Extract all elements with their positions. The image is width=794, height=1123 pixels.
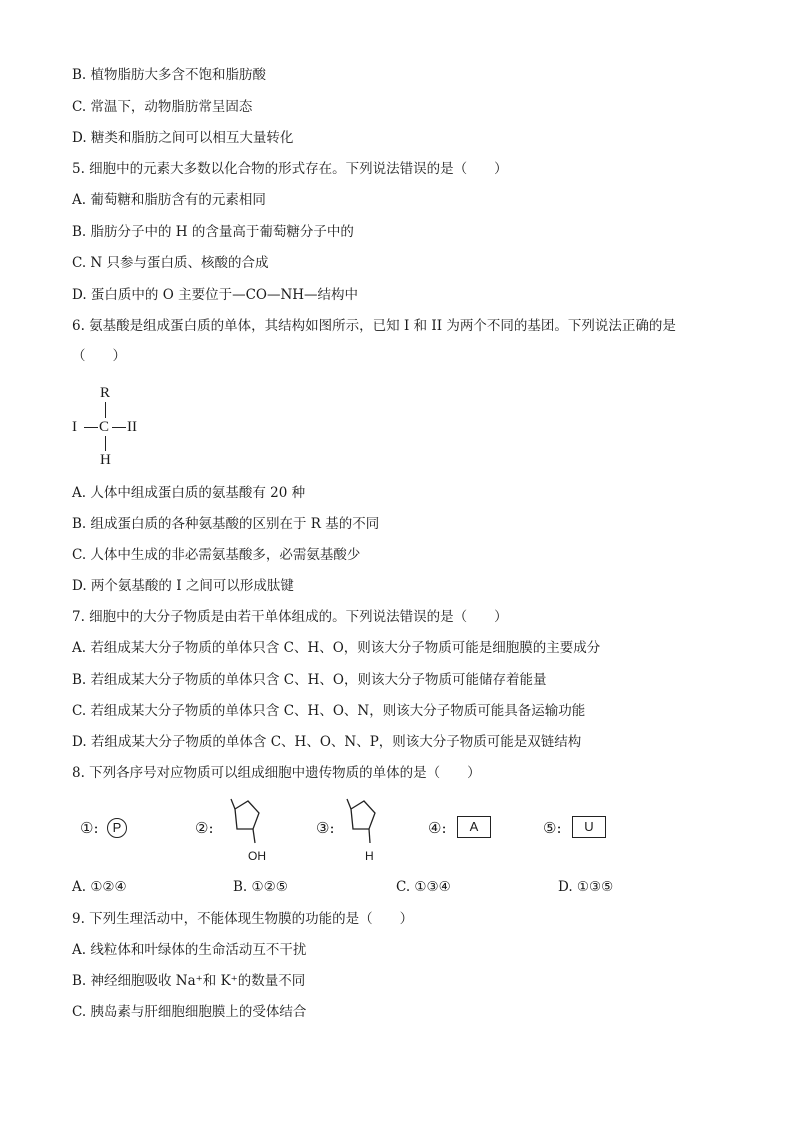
q8-option-c: C. ①③④: [396, 879, 451, 895]
q6-option-d: D. 两个氨基酸的 I 之间可以形成肽键: [72, 578, 294, 594]
deoxyribose-pentagon-icon: [341, 797, 389, 847]
q4-option-d: D. 糖类和脂肪之间可以相互大量转化: [72, 130, 294, 146]
q9-option-b: B. 神经细胞吸收 Na⁺和 K⁺的数量不同: [72, 973, 306, 989]
q5-option-d: D. 蛋白质中的 O 主要位于—CO—NH—结构中: [72, 287, 359, 303]
q8-option-a: A. ①②④: [72, 879, 127, 895]
q5-option-c: C. N 只参与蛋白质、核酸的合成: [72, 255, 269, 271]
q5-option-b: B. 脂肪分子中的 H 的含量高于葡萄糖分子中的: [72, 224, 354, 240]
q5-stem: 5. 细胞中的元素大多数以化合物的形式存在。下列说法错误的是（ ）: [72, 161, 508, 177]
ribose-pentagon-icon: [222, 797, 270, 847]
bond-top: [105, 402, 106, 418]
q6-option-b: B. 组成蛋白质的各种氨基酸的区别在于 R 基的不同: [72, 516, 380, 532]
ribose-oh-label: OH: [248, 849, 266, 863]
q8-option-d: D. ①③⑤: [558, 879, 614, 895]
base-a-box: A: [457, 816, 491, 838]
bond-right: [112, 427, 126, 428]
structure-group-i: I: [72, 419, 77, 435]
item-4-label: ④:: [428, 819, 447, 837]
bond-left: [84, 427, 98, 428]
q7-stem: 7. 细胞中的大分子物质是由若干单体组成的。下列说法错误的是（ ）: [72, 609, 508, 625]
structure-r-group: R: [100, 385, 111, 401]
q8-stem: 8. 下列各序号对应物质可以组成细胞中遗传物质的单体的是（ ）: [72, 765, 481, 781]
item-1-label: ①:: [80, 819, 99, 837]
phosphate-circle: P: [107, 818, 127, 838]
bond-bottom: [105, 436, 106, 451]
q9-stem: 9. 下列生理活动中，不能体现生物膜的功能的是（ ）: [72, 911, 414, 927]
q9-option-a: A. 线粒体和叶绿体的生命活动互不干扰: [72, 942, 307, 958]
q7-option-a: A. 若组成某大分子物质的单体只含 C、H、O，则该大分子物质可能是细胞膜的主要成分: [72, 640, 601, 656]
deoxyribose-h-label: H: [365, 849, 374, 863]
q6-stem-paren: （ ）: [72, 348, 126, 364]
q8-figure: [0, 795, 794, 870]
q6-stem: 6. 氨基酸是组成蛋白质的单体，其结构如图所示，已知 I 和 II 为两个不同的基团。下列说法正确的是: [72, 318, 676, 334]
structure-central-carbon: C: [99, 419, 110, 435]
item-3-label: ③:: [316, 819, 335, 837]
q7-option-c: C. 若组成某大分子物质的单体只含 C、H、O、N，则该大分子物质可能具备运输功能: [72, 703, 586, 719]
q7-option-b: B. 若组成某大分子物质的单体只含 C、H、O，则该大分子物质可能储存着能量: [72, 672, 547, 688]
base-u-box: U: [572, 816, 606, 838]
q8-option-b: B. ①②⑤: [233, 879, 288, 895]
q4-option-b: B. 植物脂肪大多含不饱和脂肪酸: [72, 67, 267, 83]
q7-option-d: D. 若组成某大分子物质的单体含 C、H、O、N、P，则该大分子物质可能是双链结构: [72, 734, 582, 750]
structure-group-ii: II: [127, 419, 137, 435]
amino-acid-structure: [70, 385, 150, 470]
q9-option-c: C. 胰岛素与肝细胞细胞膜上的受体结合: [72, 1004, 307, 1020]
q6-option-a: A. 人体中组成蛋白质的氨基酸有 20 种: [72, 485, 306, 501]
q4-option-c: C. 常温下，动物脂肪常呈固态: [72, 99, 253, 115]
q5-option-a: A. 葡萄糖和脂肪含有的元素相同: [72, 192, 266, 208]
item-2-label: ②:: [195, 819, 214, 837]
item-5-label: ⑤:: [543, 819, 562, 837]
q6-option-c: C. 人体中生成的非必需氨基酸多，必需氨基酸少: [72, 547, 361, 563]
structure-hydrogen: H: [100, 452, 111, 468]
